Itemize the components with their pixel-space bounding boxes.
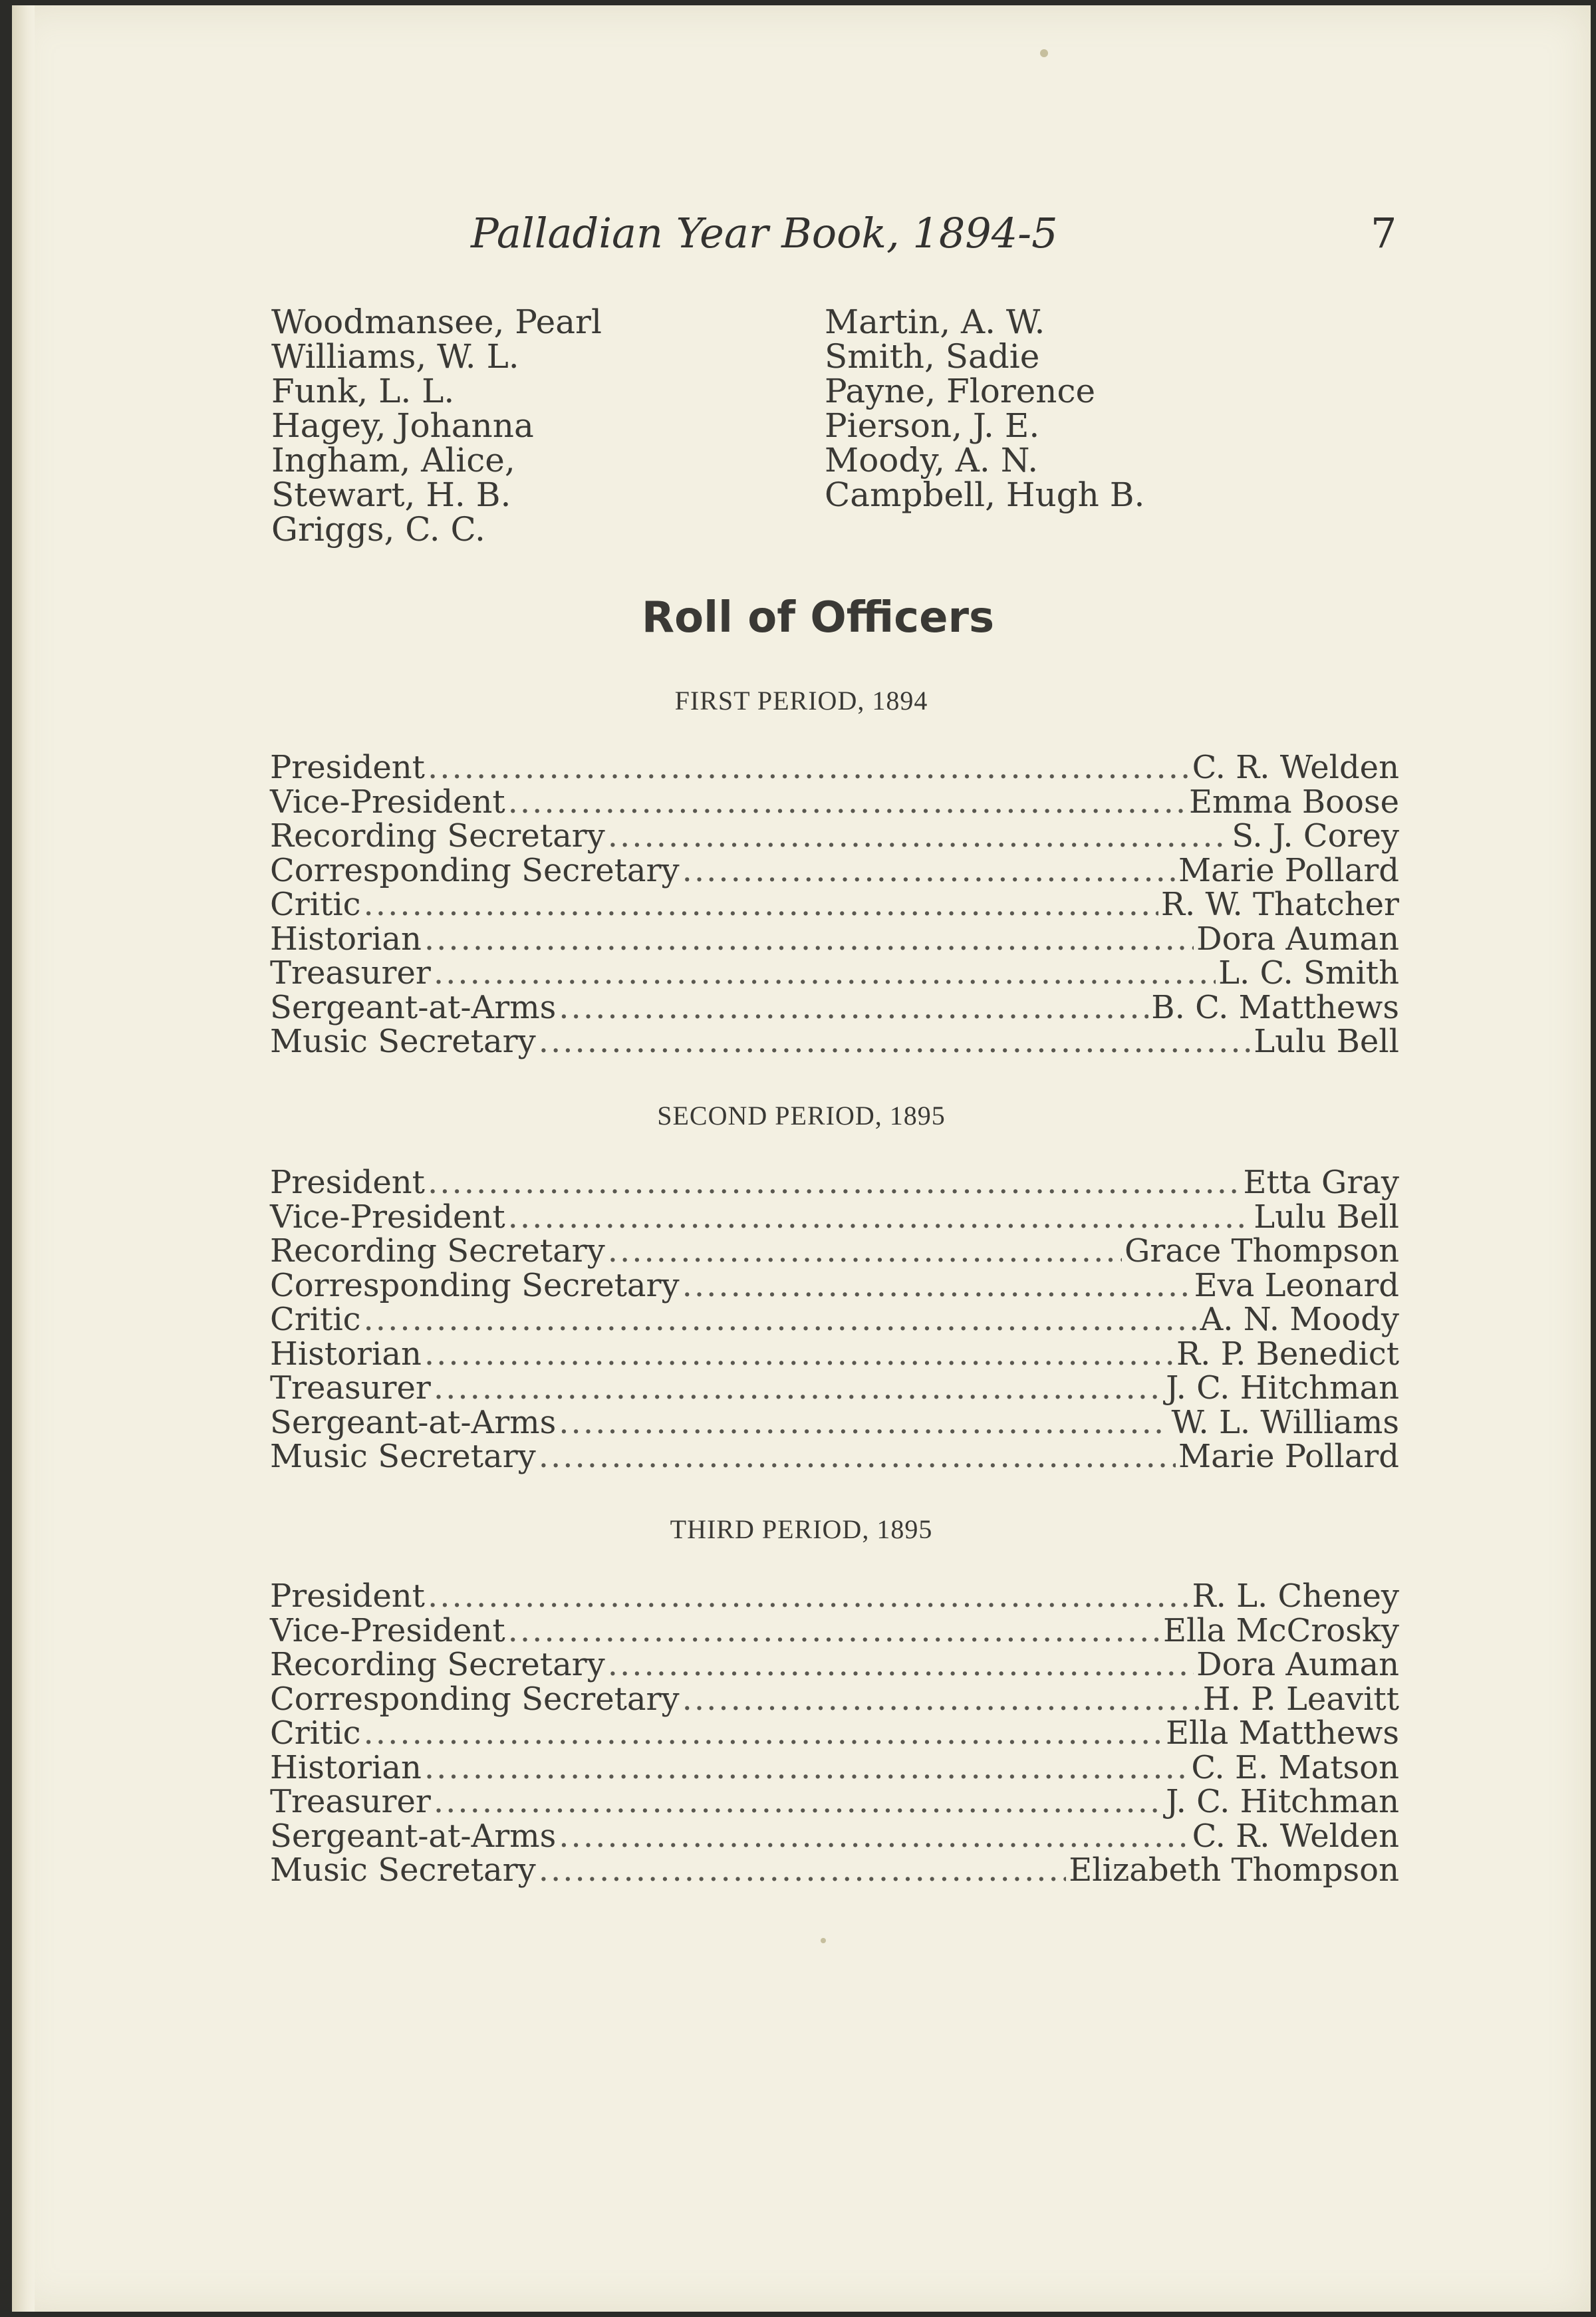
officer-name: Etta Gray [1243, 1164, 1399, 1201]
officer-role: Treasurer [270, 954, 431, 992]
officer-row [270, 1335, 1399, 1373]
dot-leader [539, 1851, 1067, 1889]
officer-name: Elizabeth Thompson [1069, 1851, 1399, 1889]
officer-row [270, 1851, 1399, 1889]
member-name: Williams, W. L. [271, 337, 519, 376]
member-column-left [271, 305, 602, 547]
officer-row [270, 1714, 1399, 1752]
officer-role: Music Secretary [270, 1851, 536, 1889]
officer-name: R. W. Thatcher [1160, 886, 1399, 923]
officer-name: Ella Matthews [1166, 1714, 1399, 1752]
officer-row [270, 783, 1399, 821]
officer-role: Vice-President [270, 1198, 505, 1236]
officer-role: Sergeant-at-Arms [270, 988, 557, 1026]
period-heading: THIRD PERIOD, 1895 [670, 1514, 933, 1544]
period-heading: SECOND PERIOD, 1895 [657, 1101, 946, 1131]
officer-list [270, 1577, 1399, 1889]
officer-row [270, 851, 1399, 889]
officer-name: S. J. Corey [1232, 817, 1399, 855]
officer-row [270, 1232, 1399, 1270]
officer-role: Corresponding Secretary [270, 1680, 680, 1718]
officer-role: Music Secretary [270, 1438, 536, 1475]
officer-name: Ella McCrosky [1162, 1611, 1399, 1649]
officer-name: Dora Auman [1196, 1646, 1399, 1683]
officer-role: Treasurer [270, 1783, 431, 1820]
period-third [12, 1514, 1591, 1889]
officer-list [270, 749, 1399, 1060]
page-spine-shadow [12, 5, 35, 2312]
running-header [12, 209, 1591, 262]
dot-leader [559, 1818, 1189, 1855]
dot-leader [424, 1749, 1189, 1786]
officer-role: Sergeant-at-Arms [270, 1403, 557, 1441]
officer-row [270, 988, 1399, 1026]
officer-role: Treasurer [270, 1369, 431, 1407]
officer-row [270, 817, 1399, 855]
officer-name: C. R. Welden [1192, 1817, 1399, 1855]
dot-leader [364, 1301, 1198, 1338]
officer-name: Grace Thompson [1125, 1232, 1399, 1270]
officer-name: L. C. Smith [1218, 954, 1399, 992]
dot-leader [428, 749, 1190, 786]
officer-role: President [270, 749, 425, 786]
member-name: Pierson, J. E. [825, 406, 1040, 445]
officer-name: W. L. Williams [1171, 1403, 1399, 1441]
officer-role: Music Secretary [270, 1023, 536, 1060]
officer-row [270, 1403, 1399, 1441]
dot-leader [608, 1646, 1194, 1683]
dot-leader [508, 783, 1186, 821]
member-name: Moody, A. N. [825, 441, 1039, 479]
officer-row [270, 1749, 1399, 1784]
officer-row [270, 954, 1399, 992]
officer-role: Historian [270, 1335, 422, 1373]
member-name: Campbell, Hugh B. [825, 476, 1145, 514]
officer-row [270, 1198, 1399, 1236]
officer-row [270, 1612, 1399, 1647]
officer-role: President [270, 1164, 425, 1201]
page-number: 7 [1371, 209, 1397, 257]
officer-name: C. E. Matson [1191, 1748, 1399, 1786]
dot-leader [364, 886, 1158, 923]
officer-row [270, 1783, 1399, 1818]
officer-name: A. N. Moody [1200, 1301, 1399, 1338]
dot-leader [608, 817, 1229, 855]
officer-name: Emma Boose [1188, 783, 1399, 821]
officer-row [270, 1680, 1399, 1718]
officer-list [270, 1164, 1399, 1475]
officer-name: R. L. Cheney [1192, 1577, 1399, 1615]
officer-role: Vice-President [270, 1611, 505, 1649]
member-name: Payne, Florence [825, 372, 1096, 410]
paper-spot [821, 1938, 826, 1943]
officer-role: Historian [270, 1748, 422, 1786]
roll-of-officers-title: Roll of Officers [641, 593, 995, 642]
officer-row [270, 1577, 1399, 1615]
officer-name: C. R. Welden [1192, 749, 1399, 786]
officer-row [270, 1646, 1399, 1681]
officer-role: Recording Secretary [270, 1646, 605, 1683]
officer-role: Recording Secretary [270, 817, 605, 855]
dot-leader [434, 1369, 1163, 1407]
officer-role: President [270, 1577, 425, 1615]
officer-role: Recording Secretary [270, 1232, 605, 1270]
officer-name: Marie Pollard [1178, 851, 1399, 889]
officer-name: Lulu Bell [1254, 1023, 1399, 1060]
officer-row [270, 1817, 1399, 1855]
officer-role: Corresponding Secretary [270, 851, 680, 889]
officer-row [270, 1438, 1399, 1475]
officer-name: Marie Pollard [1178, 1438, 1399, 1475]
officer-row [270, 749, 1399, 786]
officer-row [270, 1369, 1399, 1407]
dot-leader [559, 1404, 1168, 1441]
dot-leader [434, 1783, 1163, 1820]
officer-role: Critic [270, 1714, 361, 1752]
dot-leader [682, 852, 1176, 889]
officer-name: Lulu Bell [1254, 1198, 1399, 1236]
dot-leader [559, 989, 1148, 1026]
member-name: Smith, Sadie [825, 337, 1040, 376]
member-name: Martin, A. W. [825, 303, 1045, 341]
dot-leader [428, 1164, 1241, 1201]
section-title [12, 593, 1591, 642]
dot-leader [364, 1714, 1163, 1752]
period-heading: FIRST PERIOD, 1894 [674, 686, 928, 716]
officer-role: Sergeant-at-Arms [270, 1817, 557, 1855]
officer-name: J. C. Hitchman [1166, 1783, 1399, 1820]
book-page [12, 5, 1591, 2312]
officer-name: Dora Auman [1196, 920, 1399, 958]
member-name: Woodmansee, Pearl [271, 303, 602, 341]
officer-name: J. C. Hitchman [1166, 1369, 1399, 1407]
officer-name: B. C. Matthews [1151, 988, 1399, 1026]
member-name: Stewart, H. B. [271, 476, 511, 514]
officer-row [270, 886, 1399, 923]
officer-row [270, 1301, 1399, 1338]
dot-leader [539, 1023, 1252, 1060]
officer-role: Historian [270, 920, 422, 958]
dot-leader [434, 954, 1216, 992]
officer-role: Critic [270, 1301, 361, 1338]
officer-row [270, 920, 1399, 958]
dot-leader [608, 1232, 1122, 1270]
member-name: Griggs, C. C. [271, 510, 485, 549]
member-name: Hagey, Johanna [271, 406, 534, 445]
member-column-right [825, 305, 1144, 512]
running-title: Palladian Year Book, 1894-5 [471, 209, 1058, 257]
officer-name: R. P. Benedict [1176, 1335, 1399, 1373]
dot-leader [428, 1577, 1190, 1615]
officer-role: Vice-President [270, 783, 505, 821]
dot-leader [682, 1267, 1192, 1304]
dot-leader [508, 1198, 1252, 1236]
officer-row [270, 1266, 1399, 1304]
member-name: Funk, L. L. [271, 372, 455, 410]
officer-role: Corresponding Secretary [270, 1266, 680, 1304]
period-first [12, 685, 1591, 1060]
officer-name: H. P. Leavitt [1202, 1680, 1399, 1718]
dot-leader [508, 1612, 1160, 1649]
officer-name: Eva Leonard [1194, 1266, 1399, 1304]
officer-row [270, 1164, 1399, 1201]
paper-spot [1040, 49, 1048, 57]
officer-row [270, 1023, 1399, 1060]
period-second [12, 1100, 1591, 1475]
officer-role: Critic [270, 886, 361, 923]
member-name: Ingham, Alice, [271, 441, 515, 479]
dot-leader [539, 1438, 1176, 1475]
dot-leader [424, 1335, 1174, 1373]
dot-leader [682, 1681, 1200, 1718]
dot-leader [424, 920, 1194, 958]
